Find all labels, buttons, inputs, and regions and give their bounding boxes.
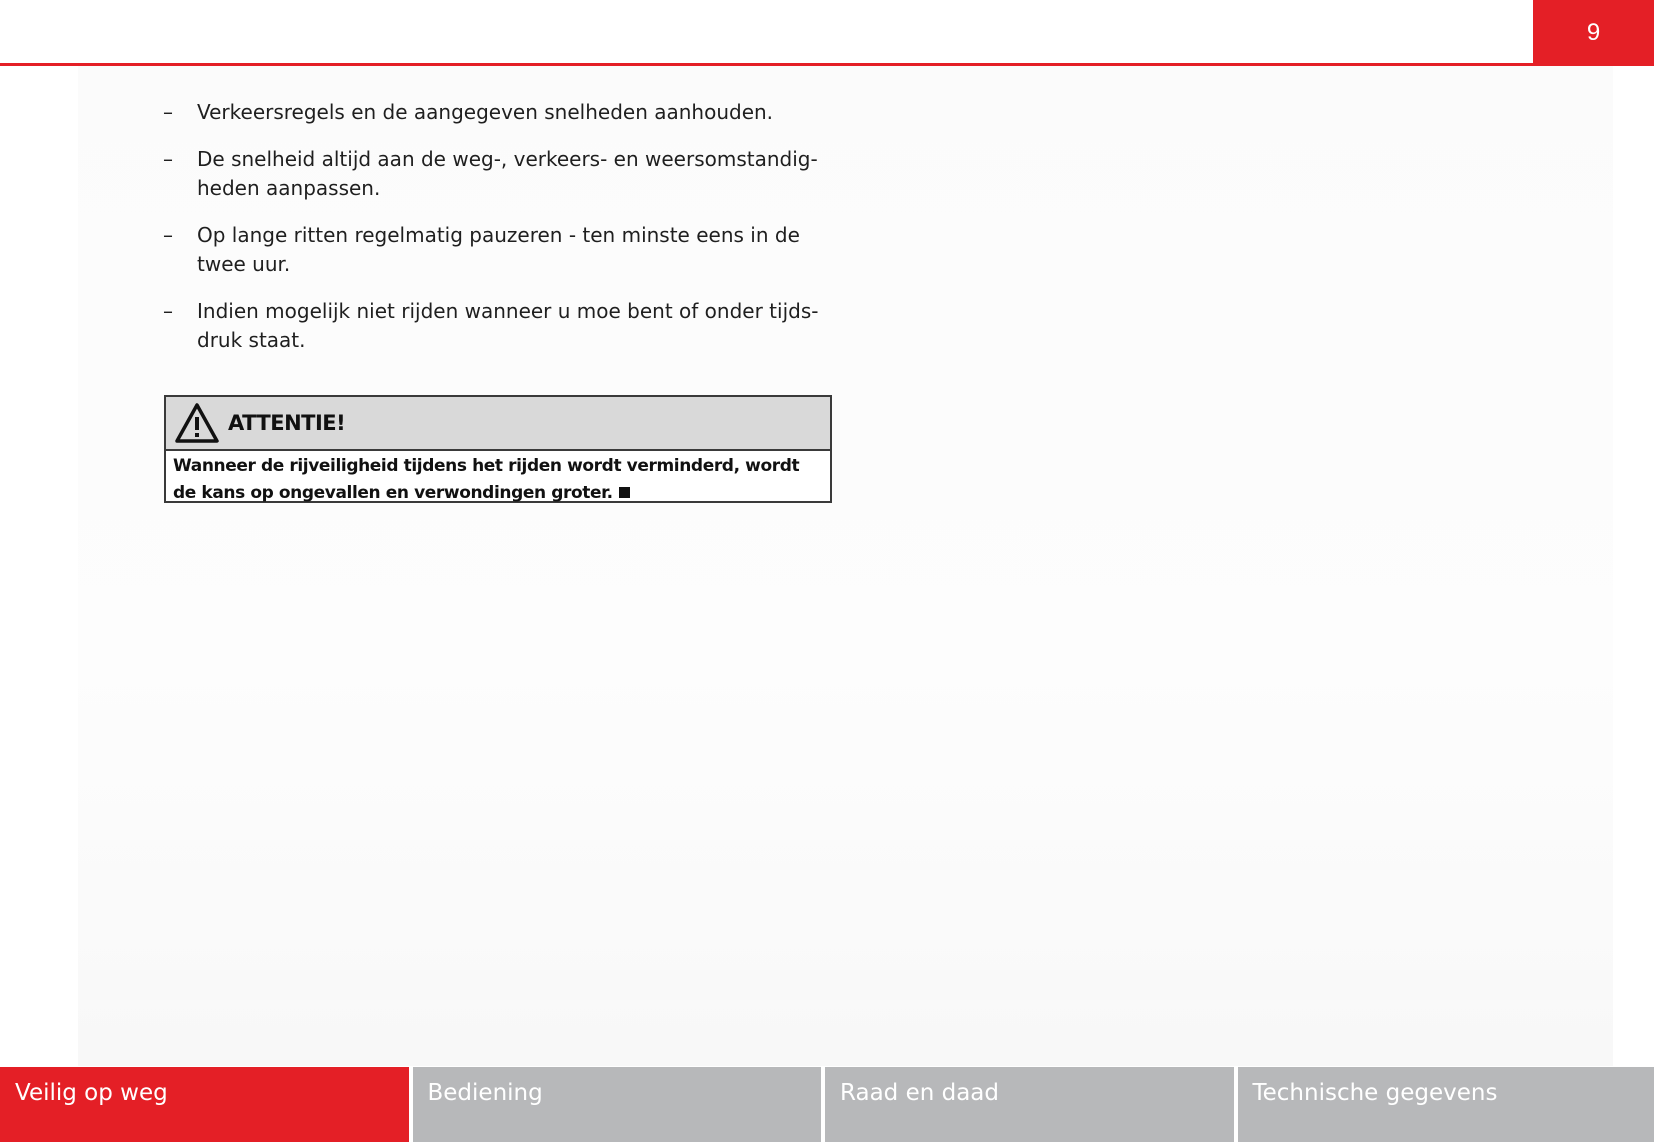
warning-text: Wanneer de rijveiligheid tijdens het rijden wordt verminderd, wordt de kans op ongevallen en verwondingen groter. [173,456,800,503]
bullet-text: Op lange ritten regelmatig pauzeren - ten minste eens in de twee uur. [197,223,800,276]
bullet-text: De snelheid altijd aan de weg-, verkeers- en weersomstandig-heden aanpassen. [197,147,818,200]
bullet-dash: – [163,299,173,323]
warning-triangle-icon [174,402,220,444]
tab-veilig-op-weg[interactable]: Veilig op weg [0,1067,409,1142]
page-number-box [1533,0,1654,66]
tab-raad-en-daad[interactable]: Raad en daad [825,1067,1234,1142]
tab-technische-gegevens[interactable]: Technische gegevens [1238,1067,1654,1142]
warning-title: ATTENTIE! [228,411,346,435]
list-item [163,98,843,127]
page-number: 9 [1586,19,1601,46]
bullet-dash: – [163,223,173,247]
bullet-dash: – [163,147,173,171]
list-item [163,145,843,203]
warning-header [166,397,830,451]
section-end-mark [619,487,630,498]
tab-bediening[interactable]: Bediening [413,1067,822,1142]
bullet-text: Verkeersregels en de aangegeven snelheden aanhouden. [197,100,774,124]
main-content [163,98,843,373]
bullet-text: Indien mogelijk niet rijden wanneer u moe bent of onder tijds-druk staat. [197,299,819,352]
warning-text-block [166,451,830,507]
warning-box [164,395,832,503]
header-rule [0,63,1654,66]
bullet-dash: – [163,100,173,124]
list-item [163,221,843,279]
bullet-list [163,98,843,355]
list-item [163,297,843,355]
footer-navigation [0,1067,1654,1142]
